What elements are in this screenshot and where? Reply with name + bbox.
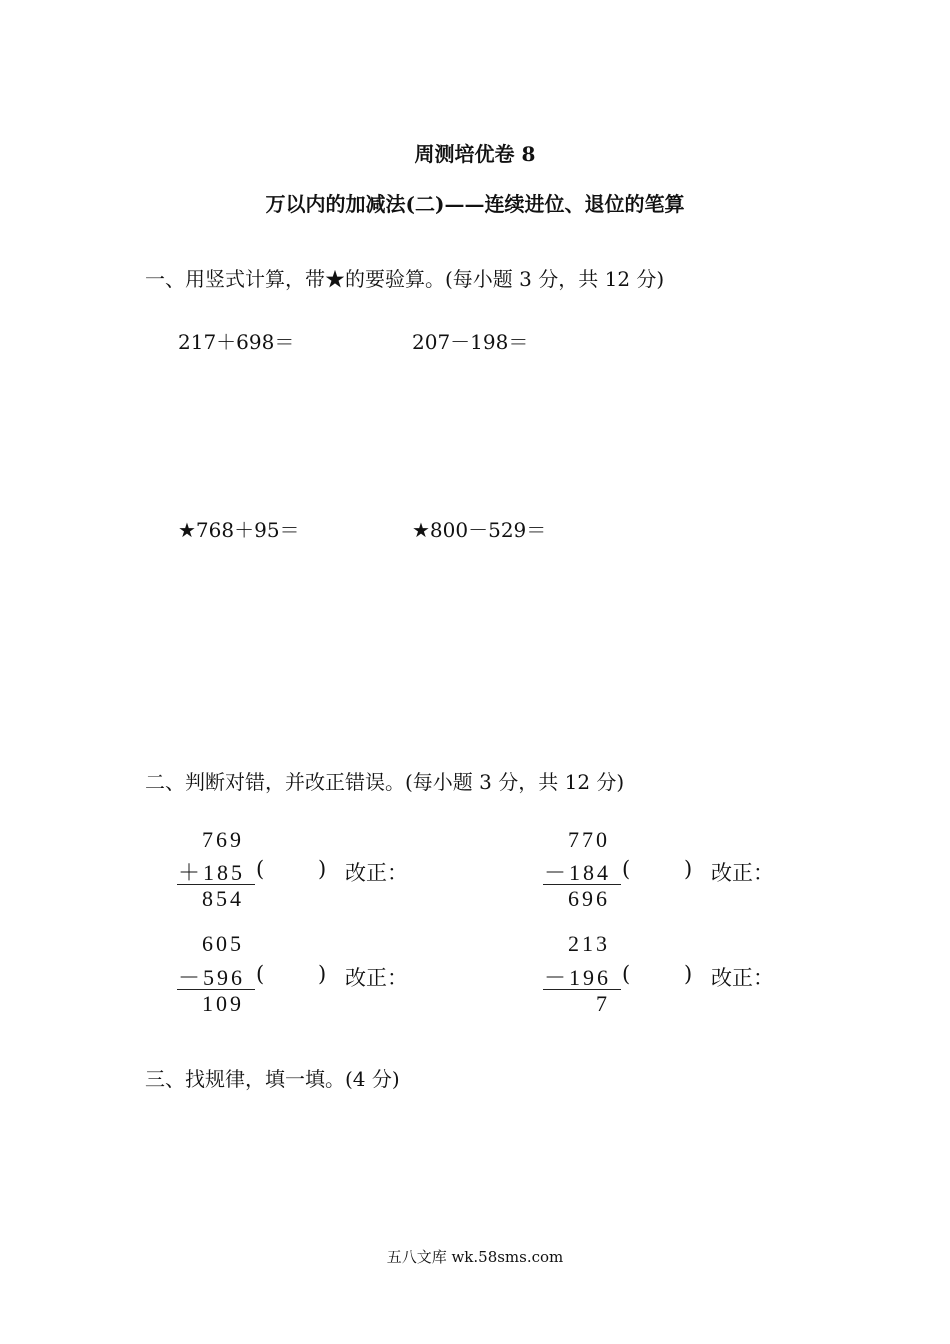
correction-label: 改正： [345,966,408,990]
page-title: 周测培优卷 8 [414,142,536,166]
section-2-heading: 二、判断对错，并改正错误。(每小题 3 分，共 12 分) [145,770,625,794]
judge-paren-open: ( [256,962,265,986]
vertical-top-number: 605 [202,931,244,956]
vertical-top-number: 213 [568,931,610,956]
judge-paren-open: ( [622,962,631,986]
vertical-divider-line [543,884,621,885]
judge-paren-close: ) [318,962,327,986]
section-3-heading: 三、找规律，填一填。(4 分) [145,1067,400,1091]
judge-answer-blank[interactable] [270,857,318,883]
judge-answer-blank[interactable] [636,962,684,988]
vertical-top-number: 769 [202,827,244,852]
judge-paren-close: ) [684,962,693,986]
vertical-divider-line [177,989,255,990]
vertical-second-number: －596 [178,965,246,990]
vertical-divider-line [177,884,255,885]
vertical-second-number: －196 [544,965,612,990]
judge-paren-open: ( [622,857,631,881]
vertical-second-number: －184 [544,860,612,885]
calc-item-1: 217＋698＝ [178,330,295,354]
correction-label: 改正： [711,966,774,990]
judge-paren-open: ( [256,857,265,881]
judge-paren-close: ) [684,857,693,881]
vertical-result: 696 [568,886,610,911]
footer-watermark: 五八文库 wk.58sms.com [386,1248,564,1266]
calc-item-2: 207－198＝ [412,330,529,354]
judge-answer-blank[interactable] [270,962,318,988]
judge-answer-blank[interactable] [636,857,684,883]
correction-label: 改正： [711,861,774,885]
vertical-second-number: ＋185 [178,860,246,885]
calc-item-4: ★800－529＝ [412,518,547,542]
vertical-result: 854 [202,886,244,911]
vertical-divider-line [543,989,621,990]
vertical-top-number: 770 [568,827,610,852]
correction-label: 改正： [345,861,408,885]
vertical-result: 109 [202,991,244,1016]
vertical-result: 7 [596,991,610,1016]
judge-paren-close: ) [318,857,327,881]
page-subtitle: 万以内的加减法(二)——连续进位、退位的笔算 [265,192,685,216]
section-1-heading: 一、用竖式计算，带★的要验算。(每小题 3 分，共 12 分) [145,267,665,291]
calc-item-3: ★768＋95＝ [178,518,300,542]
